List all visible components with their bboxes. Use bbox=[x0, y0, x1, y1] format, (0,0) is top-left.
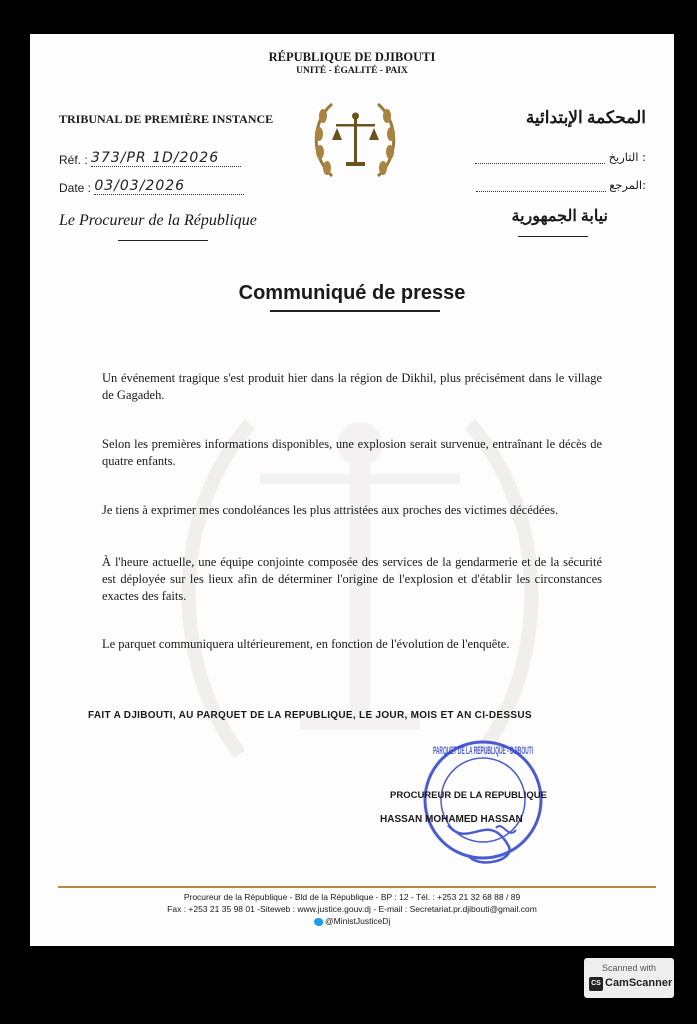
paragraph-4: À l'heure actuelle, une équipe conjointe composée des services de la gendarmerie et de la sécurité est déployée sur les lieux afin de déterminer l'origine de l'explosion et d'établir les circonstances exactes des faits. bbox=[102, 555, 602, 603]
reference-field bbox=[59, 150, 241, 167]
footer-social bbox=[30, 916, 674, 926]
scales-of-justice-emblem-icon bbox=[310, 96, 400, 184]
document-title: Communiqué de presse bbox=[238, 282, 466, 304]
camscanner-logo-icon: CS bbox=[589, 977, 603, 991]
watermark-brand: CamScanner bbox=[605, 977, 673, 989]
reference-value: 373/PR 1D/2026 bbox=[91, 150, 241, 167]
signatory-name: HASSAN MOHAMED HASSAN bbox=[380, 814, 523, 825]
prosecutor-title-ar: نيابة الجمهورية bbox=[511, 208, 608, 225]
paragraph-3: Je tiens à exprimer mes condoléances les plus attristées aux proches des victimes décédées. bbox=[102, 503, 559, 517]
date-value: 03/03/2026 bbox=[94, 178, 244, 195]
tribunal-name-fr: TRIBUNAL DE PREMIÈRE INSTANCE bbox=[59, 112, 274, 126]
footer-divider bbox=[58, 886, 656, 888]
date-field-ar bbox=[475, 150, 646, 164]
title-underline bbox=[270, 310, 440, 312]
prosecutor-ar-underline bbox=[518, 236, 588, 237]
stamp-text: PARQUET DE LA REPUBLIQUE - DJIBOUTI bbox=[433, 745, 533, 757]
closing-formula: FAIT A DJIBOUTI, AU PARQUET DE LA REPUBLIQUE, LE JOUR, MOIS ET AN CI-DESSUS bbox=[88, 710, 532, 721]
reference-blank-line-ar bbox=[476, 191, 606, 192]
date-label-ar: التاريخ : bbox=[608, 150, 646, 164]
national-motto: UNITÉ - ÉGALITÉ - PAIX bbox=[296, 66, 408, 76]
camscanner-watermark bbox=[584, 958, 674, 998]
twitter-bird-icon bbox=[314, 918, 323, 926]
paragraph-2: Selon les premières informations disponibles, une explosion serait survenue, entraînant le décès de quatre enfants. bbox=[102, 437, 602, 468]
document-page bbox=[30, 34, 674, 946]
footer-contact: Fax : +253 21 35 98 01 -Siteweb : www.justice.gouv.dj - E-mail : Secretariat.pr.djibouti@gmail.com bbox=[167, 904, 537, 914]
reference-field-ar bbox=[476, 178, 646, 192]
signatory-title: PROCUREUR DE LA REPUBLIQUE bbox=[390, 790, 547, 801]
date-label: Date : bbox=[59, 181, 92, 195]
watermark-caption: Scanned with bbox=[601, 963, 657, 973]
date-field bbox=[59, 178, 244, 195]
prosecutor-underline bbox=[118, 240, 208, 241]
official-stamp-icon bbox=[408, 730, 558, 880]
footer-twitter-handle: @MinistJusticeDj bbox=[325, 916, 391, 926]
republic-heading: RÉPUBLIQUE DE DJIBOUTI bbox=[268, 50, 436, 64]
date-blank-line-ar bbox=[475, 163, 605, 164]
tribunal-name-ar: المحكمة الإبتدائية bbox=[525, 108, 646, 127]
reference-label: Réf. : bbox=[59, 153, 88, 167]
paragraph-1: Un événement tragique s'est produit hier dans la région de Dikhil, plus précisément dans le village de Gagadeh. bbox=[102, 371, 602, 402]
footer-address: Procureur de la République - Bld de la République - BP : 12 - Tél. : +253 21 32 68 88 / 89 bbox=[183, 892, 521, 902]
reference-label-ar: المرجع: bbox=[609, 178, 646, 192]
prosecutor-title-fr: Le Procureur de la République bbox=[59, 212, 257, 229]
paragraph-5: Le parquet communiquera ultérieurement, en fonction de l'évolution de l'enquête. bbox=[102, 637, 510, 651]
